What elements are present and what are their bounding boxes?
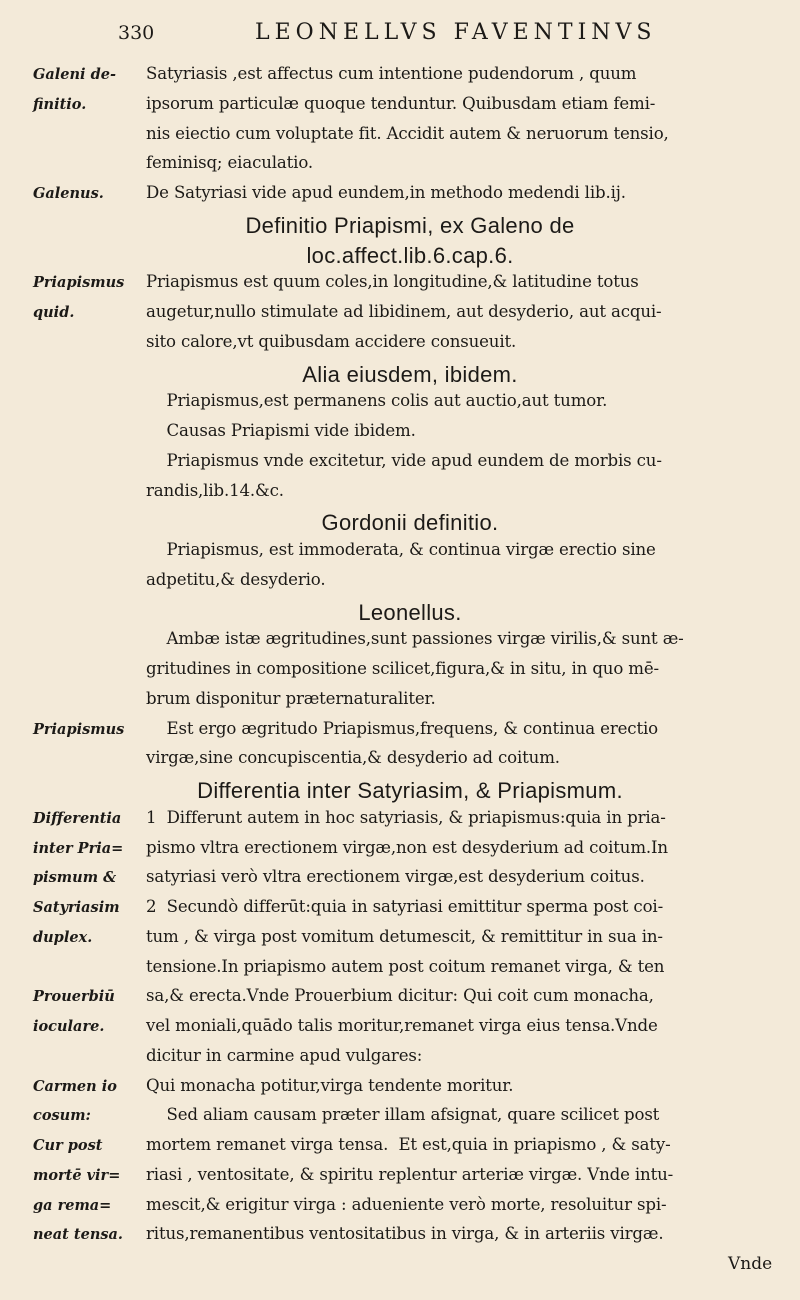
text-line [0, 1165, 800, 1191]
body-text: gritudines in compositione scilicet,figura,& in situ, in quo mē- [146, 659, 660, 678]
page-header [0, 18, 800, 54]
marginal-note: inter Pria= [33, 839, 124, 857]
marginal-note: Galeni de- [33, 66, 116, 83]
text-line [0, 272, 800, 298]
body-text: sito calore,vt quibusdam accidere consueuit. [146, 331, 517, 351]
text-line [0, 927, 800, 953]
marginal-note: Priapismus [33, 720, 125, 738]
text-line [0, 1105, 800, 1131]
body-text: sa,& erecta.Vnde Prouerbium dicitur: Qui coit cum monacha, [146, 986, 654, 1006]
text-line [0, 153, 800, 179]
marginal-note: Carmen io [33, 1077, 117, 1095]
body-text: tum , & virga post vomitum detumescit, & remittitur in sua in- [146, 926, 663, 946]
text-line [0, 332, 800, 358]
section-heading-line [0, 213, 800, 239]
body-text: ritus,remanentibus ventositatibus in virga, & in arteriis virgæ. [146, 1224, 664, 1244]
body-text: Priapismus est quum coles,in longitudine,& latitudine totus [146, 272, 639, 292]
text-line [0, 629, 800, 655]
text-line [0, 1046, 800, 1072]
body-text: nis eiectio cum voluptate fit. Accidit autem & neruorum tensio, [146, 123, 669, 143]
text-line [0, 1195, 800, 1221]
body-text: randis,lib.14.&c. [146, 480, 284, 500]
catchword: Vnde [728, 1254, 773, 1274]
text-line [0, 124, 800, 150]
text-line [0, 1076, 800, 1102]
section-heading-line [0, 362, 800, 388]
text-line [0, 957, 800, 983]
text-line [0, 64, 800, 90]
text-line [0, 540, 800, 566]
body-text: De Satyriasi vide apud eundem,in methodo medendi lib.ij. [146, 183, 626, 202]
text-line [0, 183, 800, 209]
marginal-note: quid. [33, 304, 75, 321]
body-text: Sed aliam causam præter illam afsignat, quare scilicet post [146, 1105, 660, 1125]
body-text: Satyriasis ,est affectus cum intentione pudendorum , quum [146, 64, 637, 83]
body-text: riasi , ventositate, & spiritu replentur arteriæ virgæ. Vnde intu- [146, 1164, 674, 1184]
body-text: ipsorum particulæ quoque tenduntur. Quibusdam etiam femi- [146, 93, 656, 113]
marginal-note: Priapismus [33, 274, 125, 292]
body-text: Est ergo ægritudo Priapismus,frequens, & continua erectio [146, 718, 658, 738]
marginal-note: ioculare. [33, 1018, 105, 1035]
marginal-note: cosum: [33, 1107, 91, 1125]
body-text: vel moniali,quādo talis moritur,remanet virga eius tensa.Vnde [146, 1016, 658, 1035]
marginal-note: duplex. [33, 928, 93, 946]
running-title: LEONELLVS FAVENTINVS [255, 20, 657, 45]
text-line [0, 391, 800, 417]
body-text: mortem remanet virga tensa. Et est,quia in priapismo , & saty- [146, 1135, 671, 1154]
marginal-note: ga rema= [33, 1196, 112, 1214]
section-heading: Definitio Priapismi, ex Galeno de [245, 212, 575, 238]
body-text: Qui monacha potitur,virga tendente moritur. [146, 1075, 514, 1095]
text-line [0, 838, 800, 864]
text-line [0, 1135, 800, 1161]
text-line [0, 481, 800, 507]
text-line [0, 570, 800, 596]
marginal-note: Prouerbiū [33, 988, 115, 1006]
section-heading-line [0, 600, 800, 626]
marginal-note: mortē vir= [33, 1166, 121, 1184]
section-heading-line [0, 778, 800, 804]
marginal-note: neat tensa. [33, 1226, 123, 1244]
marginal-note: Differentia [33, 809, 122, 827]
marginal-note: Galenus. [33, 185, 104, 202]
text-line [0, 719, 800, 745]
section-heading: loc.affect.lib.6.cap.6. [306, 242, 514, 268]
body-text: Causas Priapismi vide ibidem. [146, 421, 416, 440]
marginal-note: finitio. [33, 95, 87, 113]
text-line [0, 302, 800, 328]
body-text: virgæ,sine concupiscentia,& desyderio ad coitum. [146, 748, 560, 768]
text-line [0, 897, 800, 923]
section-heading: Leonellus. [358, 599, 462, 625]
body-text: augetur,nullo stimulate ad libidinem, aut desyderio, aut acqui- [146, 302, 662, 321]
text-line [0, 659, 800, 685]
text-line [0, 451, 800, 477]
text-line [0, 421, 800, 447]
body-text: pismo vltra erectionem virgæ,non est desyderium ad coitum.In [146, 837, 668, 857]
body-text: satyriasi verò vltra erectionem virgæ,est desyderium coitus. [146, 867, 645, 887]
body-text: Ambæ istæ ægritudines,sunt passiones virgæ virilis,& sunt æ- [146, 629, 684, 649]
section-heading: Differentia inter Satyriasim, & Priapismum. [197, 778, 623, 803]
section-heading-line [0, 243, 800, 269]
body-text: Priapismus, est immoderata, & continua virgæ erectio sine [146, 540, 656, 559]
text-line [0, 689, 800, 715]
body-text: mescit,& erigitur virga : adueniente verò morte, resoluitur spi- [146, 1194, 667, 1214]
text-line [0, 986, 800, 1012]
text-line [0, 1224, 800, 1250]
marginal-note: Satyriasim [33, 899, 120, 916]
page-number: 330 [118, 22, 155, 44]
text-line [0, 1016, 800, 1042]
body-text: Priapismus,est permanens colis aut auctio,aut tumor. [146, 391, 608, 411]
body-text: dicitur in carmine apud vulgares: [146, 1045, 423, 1065]
body-text: adpetitu,& desyderio. [146, 569, 326, 589]
text-line [0, 94, 800, 120]
body-text: 2 Secundò differūt:quia in satyriasi emittitur sperma post coi- [146, 897, 664, 916]
body-text: brum disponitur præternaturaliter. [146, 688, 436, 708]
section-heading-line [0, 510, 800, 536]
body-text: feminisq; eiaculatio. [146, 153, 314, 173]
section-heading: Gordonii definitio. [321, 510, 499, 536]
section-heading: Alia eiusdem, ibidem. [302, 361, 518, 387]
text-line [0, 748, 800, 774]
text-line [0, 867, 800, 893]
body-text: 1 Differunt autem in hoc satyriasis, & priapismus:quia in pria- [146, 807, 666, 827]
body-text: tensione.In priapismo autem post coitum remanet virga, & ten [146, 956, 665, 976]
marginal-note: Cur post [33, 1137, 103, 1154]
body-text: Priapismus vnde excitetur, vide apud eundem de morbis cu- [146, 450, 662, 470]
marginal-note: pismum & [33, 869, 117, 887]
text-line [0, 808, 800, 834]
